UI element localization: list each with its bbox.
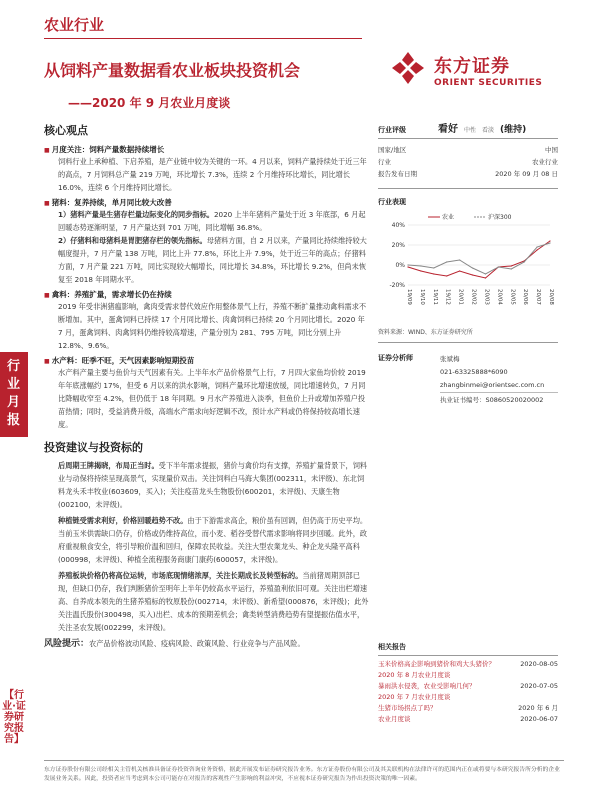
- data-point-hs300: [511, 268, 512, 269]
- data-point-hs300: [472, 267, 473, 268]
- related-title[interactable]: 暴雨洪水侵袭，农业受影响几何？: [378, 682, 476, 690]
- analyst-info: [440, 353, 544, 392]
- risk: [44, 637, 370, 651]
- series-line-hs300: [408, 243, 550, 274]
- i1-text: 受下半年需求提振，猪价与禽价均有支撑，养殖扩量背景下，饲料业与动保将持续呈现高景气，实现量价双击。关注饲料白马海大集团(002311，未评级)、东北饲料龙头禾丰牧业(603609，买入)；关注疫苗龙头生物股份(600201，未评级)、天康生物(002100，未评级)。: [58, 461, 368, 509]
- data-point-hs300: [485, 273, 486, 274]
- footer-divider: [44, 760, 564, 761]
- i2: [44, 514, 370, 566]
- chart-title: 行业表现: [378, 198, 406, 206]
- data-point-agri: [459, 270, 460, 271]
- meta-row: [378, 156, 558, 168]
- data-point-agri: [420, 270, 421, 271]
- x-tick-label: 20/08: [548, 289, 554, 305]
- b1-text: 饲料行业上承种植、下启养殖，是产业链中较为关键的一环。4 月以来，饲料产量持续处于近三年的高点，7 月饲料总产量 219 万吨，环比增长 7.3%，连续 2 个月维持环比增长，同比增长 16.0%，连续 6 个月维持同比增长。: [58, 157, 367, 192]
- related-title[interactable]: 农业月度谈: [378, 715, 411, 723]
- meta-value: 农业行业: [532, 158, 558, 166]
- core-section: [44, 122, 370, 651]
- i1: [44, 459, 370, 511]
- chart-source: 资料来源：WIND、东方证券研究所: [378, 329, 473, 336]
- rating-value: 看好: [438, 124, 458, 135]
- series-line-agri: [408, 241, 550, 278]
- footer-disclaimer: 东方证券股份有限公司经相关主管机关核准具备证券投资咨询业务资格，据此开展发布证券研究报告业务。东方证券股份有限公司及其关联机构在法律许可的范围内正在或将要与本研究报告所分析的企业发展业务关系。因此，投资者应当考虑到本公司可能存在对报告的客观性产生影响的利益冲突，不应视本证券研究报告为作出投资决策的唯一因素。: [44, 767, 560, 782]
- x-tick-label: 19/12: [444, 289, 451, 305]
- b2-p2-bold: 2）仔猪料和母猪料是胃肥猪存栏的领先指标。: [58, 236, 207, 245]
- related-title[interactable]: 2020 年 7 月农业月度谈: [378, 693, 451, 701]
- related-item[interactable]: [378, 714, 558, 725]
- related-reports: [378, 642, 558, 725]
- rating-label: 行业评级: [378, 126, 406, 134]
- analyst-block: [378, 353, 558, 392]
- related-list: [378, 659, 558, 725]
- i3: [44, 569, 370, 634]
- related-title[interactable]: 生猪市场拐点了吗？: [378, 704, 437, 712]
- i2-text: 由于下游需求高企，粮价虽有回调，但仍高于历史平均。当前玉米供需缺口仍存，价格或仍维持高位，而小麦、稻谷受替代需求影响将同步回暖。此外，政府重视粮食安全，将引导粮价温和回归，保障农民收益。关注大型农業龙头、种企龙头隆平高科(000998，未评级)、种植全流程服务商康门康药(600057，未评级)。: [58, 516, 368, 564]
- y-tick-label: 0%: [395, 262, 405, 269]
- rating-bear: 看淡: [482, 127, 495, 134]
- analyst-label: 证券分析师: [378, 354, 413, 362]
- right-panel: [378, 120, 558, 404]
- y-tick-label: 20%: [391, 242, 405, 249]
- data-point-agri: [485, 277, 486, 278]
- legend-label-hs300: 沪深300: [488, 214, 512, 221]
- rating-hold: (维持): [500, 125, 527, 135]
- b3-title: ■ 禽料：养殖扩量，需求增长仍在持续: [44, 289, 370, 300]
- header-divider: [44, 38, 362, 39]
- data-point-agri: [433, 273, 434, 274]
- report-title: 从饲料产量数据看农业板块投资机会: [44, 61, 301, 80]
- related-date: 2020 年 6 月: [518, 704, 558, 712]
- analyst-name: 张斌梅: [440, 355, 460, 363]
- meta-row: [378, 168, 558, 180]
- analyst-cert: 执业证书编号：S0860520020002: [440, 392, 558, 404]
- chart-divider: [378, 188, 558, 189]
- meta-key: 国家/地区: [378, 146, 407, 154]
- b2-p1-bold: 1）猪料产量是生猪存栏量边际变化的同步指标。: [58, 210, 214, 219]
- data-point-hs300: [433, 267, 434, 268]
- meta-value: 中国: [545, 146, 558, 154]
- b1-title: ■ 月度关注：饲料产量数据持续增长: [44, 144, 370, 155]
- x-tick-label: 19/09: [406, 289, 412, 305]
- b4-text: 水产料产量主要与鱼价与天气因素有关。上半年水产品价格景气上行，7 月四大家鱼均价较 2019 年年底涨幅约 17%，但受 6 月以来的洪水影响，饲料产量环比增速放缓，同比增速转负，7 月同比降幅收窄至 4.2%，但仍低于 18 年同期。9 月水产养殖进入淡季，但鱼价上升或增加养殖户投苗热情；同时，受益消费升级，高端水产需求向好逻辑不改，预计水产料或仍将保持较高增长速度。: [58, 368, 366, 429]
- data-point-hs300: [446, 261, 447, 262]
- data-point-hs300: [536, 246, 537, 247]
- related-title[interactable]: 2020 年 8 月农业月度谈: [378, 671, 451, 679]
- legend-label-agri: 农业: [442, 214, 455, 221]
- performance-chart: [378, 211, 558, 321]
- data-point-agri: [407, 266, 408, 267]
- related-date: 2020-08-05: [520, 660, 558, 668]
- side-tab: 行业月报: [0, 352, 28, 437]
- risk-title: 风险提示：: [44, 639, 90, 649]
- data-point-hs300: [459, 259, 460, 260]
- rating-neutral: 中性: [464, 127, 477, 134]
- analyst-email[interactable]: zhangbinmei@orientsec.com.cn: [440, 381, 545, 389]
- meta-row: [378, 144, 558, 156]
- related-divider: [378, 655, 558, 656]
- b2-p1-text: 2020 上半年猪料产量处于近 3 年底部，6 月起回暖态势逐渐明显，7 月产量达到 701 万吨，同比增幅 36.8%。: [58, 210, 366, 232]
- related-item[interactable]: [378, 681, 558, 692]
- side-vertical-label: 【行业·证券研究报告】: [2, 690, 26, 745]
- related-title[interactable]: 玉米价格高企影响到猪价和鸡大头猪价？: [378, 660, 495, 668]
- b2-title: ■ 猪料：复养持续，单月同比较大改善: [44, 197, 370, 208]
- data-point-hs300: [407, 264, 408, 265]
- analyst-phone: 021-63325888*6090: [440, 368, 508, 376]
- y-tick-label: -20%: [389, 282, 405, 289]
- meta-key: 报告发布日期: [378, 170, 417, 178]
- i3-text: 当前猪周期顶部已现，但缺口仍存，我们判断猪价至明年上半年仍较高水平运行，养殖盈利依旧可观。关注出栏增速高、自养成本领先的生猪养殖标的牧原股份(002714，未评级)、新希望(000876，未评级)；此外关注温氏股份(300498，买入)出栏、成本的预期差机会；禽类转型消费趋势有望提振估值水平，关注圣农发展(002299，未评级)。: [58, 571, 369, 632]
- b4-title: ■ 水产料：旺季不旺，天气因素影响短期投苗: [44, 355, 370, 366]
- meta-value: 2020 年 09 月 08 日: [495, 170, 558, 178]
- x-tick-label: 20/03: [483, 289, 490, 305]
- logo-english: ORIENT SECURITIES: [434, 78, 543, 88]
- core-heading: 核心观点: [44, 124, 88, 137]
- x-tick-label: 19/11: [431, 289, 438, 305]
- logo-chinese: 东方证券: [434, 56, 510, 77]
- invest-heading: 投资建议与投资标的: [44, 441, 143, 454]
- orient-logo-icon: [388, 48, 428, 88]
- x-tick-label: 20/02: [470, 289, 477, 305]
- b2-p1: [44, 208, 370, 234]
- data-point-agri: [549, 240, 550, 241]
- rating-row: [378, 120, 558, 139]
- i2-title: 种植链受需求利好，价格回暖趋势不改。: [58, 516, 188, 525]
- meta-key: 行业: [378, 158, 391, 166]
- x-tick-label: 20/04: [496, 289, 503, 305]
- report-category: 农业行业: [44, 16, 105, 34]
- x-tick-label: 20/07: [535, 289, 542, 305]
- rating-meta: [378, 144, 558, 180]
- related-item[interactable]: [378, 659, 558, 670]
- data-point-agri: [536, 249, 537, 250]
- data-point-hs300: [498, 266, 499, 267]
- b3-text: 2019 年受非洲猪瘟影响，禽肉受需求替代效应作用整体景气上行，养殖不断扩量推动禽料需求不断增加。其中，蛋禽饲料已持续 17 个月同比增长、肉禽饲料已持续 20 个月同比增长。2020 年 7 月，蛋禽饲料、肉禽饲料仍维持较高增速，产量分别为 281、795 万吨，同比分别上升 12.8%、9.6%。: [58, 302, 367, 350]
- data-point-hs300: [420, 265, 421, 266]
- x-tick-label: 19/10: [418, 289, 425, 305]
- i1-title: 后周期王牌揭晓，布局正当时。: [58, 461, 159, 470]
- x-tick-label: 20/01: [457, 289, 464, 305]
- related-date: 2020-07-05: [520, 682, 558, 690]
- risk-text: 农产品价格波动风险、疫病风险、政策风险、行业竞争与产品风险。: [89, 639, 305, 648]
- data-point-agri: [446, 275, 447, 276]
- analyst-divider: [378, 342, 558, 343]
- y-tick-label: 40%: [391, 222, 405, 229]
- related-heading: 相关报告: [378, 643, 406, 651]
- related-item[interactable]: [378, 692, 558, 703]
- report-subtitle: ——2020 年 9 月农业月度谈: [68, 96, 231, 110]
- related-item[interactable]: [378, 670, 558, 681]
- data-point-hs300: [524, 261, 525, 262]
- i3-title: 养殖板块价格仍将高位运转，市场底现情绪浓厚，关注长期成长及转型标的。: [58, 571, 303, 580]
- x-tick-label: 20/05: [509, 289, 516, 305]
- related-item[interactable]: [378, 703, 558, 714]
- b2-p2-text: 母猪料方面，自 2 月以来，产量同比持续维持较大幅度提升，7 月产量 138 万吨，同比上升 77.8%，环比上升 7.9%，处于近三年的高点；仔猪料方面，7 月产量 221 万吨，同比实现较大幅增长，同比增长 34.8%，环比增长 9.2%，但尚未恢复至 2018 年同期水平。: [58, 236, 367, 284]
- related-date: 2020-06-07: [520, 715, 558, 723]
- b2-p2: [44, 234, 370, 286]
- x-tick-label: 20/06: [522, 289, 529, 305]
- data-point-agri: [472, 274, 473, 275]
- data-point-hs300: [549, 242, 550, 243]
- data-point-agri: [511, 265, 512, 266]
